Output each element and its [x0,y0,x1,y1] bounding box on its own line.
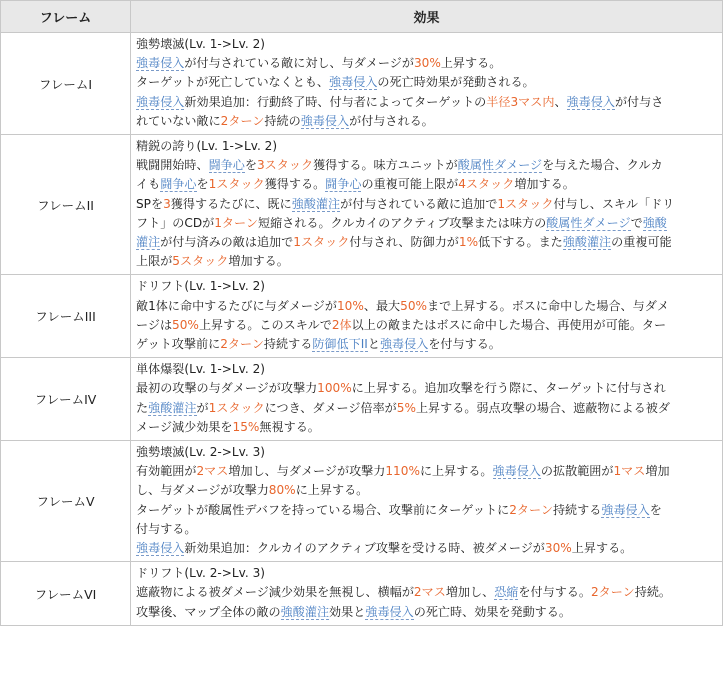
effect-text: 新効果追加：行動終了時、付与者によってターゲットの [184,94,487,109]
keyword-link[interactable]: 強毒侵入 [566,94,615,109]
keyword-link[interactable]: 強酸灌注 [562,235,612,250]
keyword-link[interactable]: 防御低下II [312,337,368,352]
effect-text: 付与し、スキル「ドリ [553,196,675,211]
highlight-value: 30% [544,541,572,556]
effect-line [136,481,718,500]
highlight-value: 2マス [413,585,446,600]
effect-text: 有効範囲が [136,464,197,479]
effect-line [136,54,718,73]
effect-text: 短縮される。クルカイのアクティブ攻撃または味方の [257,215,547,230]
effect-text: メージ減少効果を [136,419,233,434]
effect-line [136,316,718,335]
keyword-link[interactable]: 酸属性ダメージ [457,158,543,173]
effect-text: 低下する。また [478,235,563,250]
highlight-value: 2マス [196,464,229,479]
effect-text: 、 [554,94,567,109]
table-header-row [1,1,723,33]
keyword-link[interactable]: 強酸灌注 [291,196,341,211]
frame-name: フレームIII [1,275,131,358]
effect-line [136,277,718,296]
keyword-link[interactable]: 灌注 [136,235,161,250]
effect-text: 獲得する。味方ユニットが [313,158,458,173]
effect-text: 増加し、与ダメージが攻撃力 [228,464,386,479]
effect-text: の死亡時効果が発動される。 [377,75,535,90]
effect-cell [131,135,723,275]
table-row [1,441,723,562]
keyword-link[interactable]: 強酸 [642,215,667,230]
effect-line [136,360,718,379]
effect-text: に上昇する。 [419,464,493,479]
highlight-value: 1スタック [497,196,554,211]
effect-text: を与えた場合、クルカ [542,158,663,173]
highlight-value: 100% [317,381,352,396]
highlight-value: 5% [396,400,416,415]
effect-text: し、与ダメージが攻撃力 [136,483,269,498]
effect-text: 増加する。 [228,254,289,269]
effect-text: 上昇する。 [440,56,502,71]
keyword-link[interactable]: 強毒侵入 [365,604,414,619]
effect-text: 精鋭の誇り(Lv. 1->Lv. 2) [136,139,278,154]
keyword-link[interactable]: 強酸灌注 [148,400,197,415]
header-frame: フレーム [1,1,131,33]
header-effect: 効果 [131,1,723,33]
effect-line [136,195,718,214]
effect-text: 持続する [263,337,313,352]
highlight-value: 1スタック [293,235,350,250]
effect-cell [131,562,723,626]
effect-text: SPを [136,196,164,211]
effect-line [136,379,718,398]
effect-text: の重複可能上限が [361,177,459,192]
highlight-value: 1ターン [214,215,258,230]
keyword-link[interactable]: 強毒侵入 [379,337,429,352]
effect-text: ターゲットが酸属性デバフを持っている場合、攻撃前にターゲットに [136,502,510,517]
effect-text: 上昇する。 [571,541,633,556]
effect-line [136,335,718,354]
keyword-link[interactable]: 酸属性ダメージ [546,215,631,230]
highlight-value: 2ターン [220,337,264,352]
effect-text: の拡散範囲が [540,464,614,479]
effect-text: 無視する。 [259,419,320,434]
keyword-link[interactable]: 強毒侵入 [136,94,185,109]
effect-text: 最初の攻撃の与ダメージが攻撃力 [136,381,318,396]
highlight-value: 半径3マス内 [486,94,555,109]
effect-text: 、最大 [363,298,401,313]
effect-text: 持続の [264,113,301,128]
effect-text: 戦闘開始時、 [136,158,209,173]
effect-cell [131,275,723,358]
effect-text: に上昇する。追加攻撃を行う際に、ターゲットに付与され [351,381,666,396]
effect-text: 付与され、防御力が [349,235,459,250]
effect-text: 持続する [552,502,602,517]
keyword-link[interactable]: 強毒侵入 [136,541,185,556]
effect-text: ターゲットが死亡していなくとも、 [136,75,330,90]
highlight-value: 3スタック [256,158,314,173]
keyword-link[interactable]: 強酸灌注 [280,604,330,619]
effect-line [136,501,718,520]
keyword-link[interactable]: 強毒侵入 [300,113,350,128]
effect-text: 単体爆裂(Lv. 1->Lv. 2) [136,362,265,377]
highlight-value: 2ターン [509,502,553,517]
effect-text: を [244,158,257,173]
table-row [1,135,723,275]
effect-text: が付与されている敵に追加で [340,196,498,211]
effect-line [136,73,718,92]
keyword-link[interactable]: 闘争心 [160,177,197,192]
effect-line [136,93,718,112]
frame-name: フレームIV [1,358,131,441]
effect-line [136,443,718,462]
effect-text: 強勢壊滅(Lv. 2->Lv. 3) [136,445,265,460]
effect-line [136,297,718,316]
effect-text: まで上昇する。ボスに命中した場合、与ダメ [427,298,669,313]
effect-text: イも [136,177,161,192]
effect-text: に上昇する。 [295,483,369,498]
highlight-value: 2ターン [590,585,635,600]
effect-text: につき、ダメージ倍率が [264,400,397,415]
effect-text: 上昇する。このスキルで [198,317,332,332]
keyword-link[interactable]: 強毒侵入 [492,464,541,479]
effect-text: で [630,215,643,230]
effect-text: フト」のCDが [136,215,215,230]
effect-text: を [649,502,662,517]
effect-line [136,418,718,437]
effect-text: ゲット攻撃前に [136,337,221,352]
effect-line [136,233,718,252]
effect-text: ドリフト(Lv. 1->Lv. 2) [136,279,265,294]
effect-text: の死亡時、効果を発動する。 [413,604,571,619]
table-row [1,562,723,626]
effect-line [136,252,718,271]
effect-text: 増加し、 [445,585,495,600]
effect-text: を付与する。 [518,585,591,600]
effect-text: 遮蔽物による被ダメージ減少効果を無視し、横幅が [136,585,414,600]
effect-text: が付与される。 [349,113,434,128]
effect-line [136,583,718,602]
effect-text: れていない敵に [136,113,221,128]
highlight-value: 15% [232,419,260,434]
effect-cell [131,358,723,441]
effect-line [136,137,718,156]
effect-line [136,520,718,539]
keyword-link[interactable]: 闘争心 [325,177,362,192]
highlight-value: 80% [268,483,296,498]
effect-text: 上限が [136,254,173,269]
effect-text: 上昇する。弱点攻撃の場合、遮蔽物による被ダ [415,400,670,415]
table-row [1,275,723,358]
keyword-link[interactable]: 強毒侵入 [136,56,185,71]
table-row [1,33,723,135]
keyword-link[interactable]: 恐縮 [494,585,519,600]
keyword-link[interactable]: 闘争心 [208,158,245,173]
effect-line [136,564,718,583]
effect-text: 敵1体に命中するたびに与ダメージが [136,298,337,313]
frame-name: フレームII [1,135,131,275]
effect-text: 付与する。 [136,521,197,536]
highlight-value: 110% [385,464,420,479]
highlight-value: 1スタック [208,177,265,192]
table-row [1,358,723,441]
effect-line [136,603,718,622]
effect-text: 攻撃後、マップ全体の敵の [136,604,281,619]
effect-text: 新効果追加：クルカイのアクティブ攻撃を受ける時、被ダメージが [184,541,545,556]
effect-text: と [367,337,380,352]
effect-text: 強勢壊滅(Lv. 1->Lv. 2) [136,37,265,51]
effect-cell [131,33,723,135]
effect-cell [131,441,723,562]
effect-text: 効果と [329,604,366,619]
keyword-link[interactable]: 強毒侵入 [601,502,650,517]
effect-text: 以上の敵またはボスに命中した場合、再使用が可能。ター [351,317,667,332]
effect-line [136,462,718,481]
highlight-value: 50% [400,298,428,313]
effect-text: ドリフト(Lv. 2->Lv. 3) [136,566,265,581]
effect-line [136,539,718,558]
highlight-value: 1スタック [208,400,265,415]
effect-text: た [136,400,149,415]
highlight-value: 1% [458,235,479,250]
highlight-value: 3 [163,196,171,211]
effect-text: 持続。 [634,585,672,600]
effect-text: 獲得するたびに、既に [170,196,292,211]
highlight-value: 4スタック [458,177,515,192]
effect-text: の重複可能 [611,235,672,250]
effect-line [136,175,718,194]
highlight-value: 2体 [331,317,352,332]
effect-line [136,112,718,131]
keyword-link[interactable]: 強毒侵入 [329,75,378,90]
frame-name: フレームVI [1,562,131,626]
highlight-value: 1マス [613,464,646,479]
effect-text: を [196,177,209,192]
effect-text: が [196,400,209,415]
effect-line [136,35,718,54]
effect-line [136,214,718,233]
effect-text: が付与さ [614,94,664,109]
highlight-value: 10% [336,298,364,313]
effect-line [136,399,718,418]
effect-text: 増加 [645,464,670,479]
highlight-value: 2ターン [220,113,265,128]
effect-text: が付与されている敵に対し、与ダメージが [184,56,414,71]
effect-text: 増加する。 [514,177,575,192]
frame-name: フレームV [1,441,131,562]
highlight-value: 5スタック [172,254,229,269]
effect-text: 獲得する。 [264,177,326,192]
highlight-value: 50% [172,317,199,332]
effect-text: を付与する。 [428,337,501,352]
effect-text: ージは [136,317,173,332]
frame-name: フレームI [1,33,131,135]
effect-text: が付与済みの敵は追加で [160,235,294,250]
effect-line [136,156,718,175]
highlight-value: 30% [413,56,441,71]
